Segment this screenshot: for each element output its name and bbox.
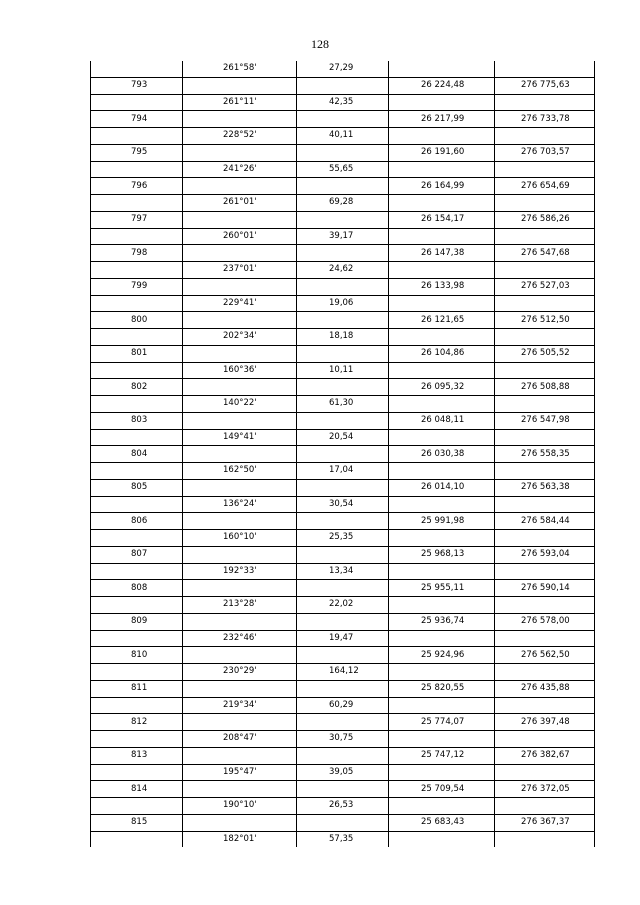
distance-cell: 20,54 — [297, 429, 389, 446]
x-coordinate-cell — [389, 94, 495, 111]
distance-cell — [297, 814, 389, 831]
distance-cell: 55,65 — [297, 161, 389, 178]
y-coordinate-cell: 276 547,98 — [495, 412, 595, 429]
distance-cell: 30,75 — [297, 731, 389, 748]
point-row — [91, 513, 595, 530]
point-row — [91, 412, 595, 429]
distance-cell: 27,29 — [297, 61, 389, 77]
bearing-cell — [183, 111, 297, 128]
x-coordinate-cell: 26 133,98 — [389, 278, 495, 295]
point-number-cell — [91, 496, 183, 513]
y-coordinate-cell — [495, 630, 595, 647]
x-coordinate-cell: 25 709,54 — [389, 781, 495, 798]
point-number-cell: 815 — [91, 814, 183, 831]
x-coordinate-cell — [389, 396, 495, 413]
x-coordinate-cell — [389, 697, 495, 714]
y-coordinate-cell: 276 703,57 — [495, 144, 595, 161]
point-number-cell — [91, 831, 183, 847]
distance-cell: 10,11 — [297, 362, 389, 379]
distance-cell: 30,54 — [297, 496, 389, 513]
bearing-cell — [183, 446, 297, 463]
segment-row — [91, 563, 595, 580]
point-number-cell: 799 — [91, 278, 183, 295]
bearing-cell: 232°46' — [183, 630, 297, 647]
x-coordinate-cell: 25 991,98 — [389, 513, 495, 530]
y-coordinate-cell — [495, 463, 595, 480]
bearing-cell — [183, 345, 297, 362]
x-coordinate-cell: 26 217,99 — [389, 111, 495, 128]
point-row — [91, 814, 595, 831]
point-number-cell: 801 — [91, 345, 183, 362]
distance-cell — [297, 345, 389, 362]
point-row — [91, 647, 595, 664]
bearing-cell: 230°29' — [183, 664, 297, 681]
distance-cell: 24,62 — [297, 262, 389, 279]
point-number-cell: 806 — [91, 513, 183, 530]
y-coordinate-cell — [495, 195, 595, 212]
y-coordinate-cell: 276 435,88 — [495, 680, 595, 697]
segment-row — [91, 496, 595, 513]
distance-cell — [297, 479, 389, 496]
bearing-cell: 140°22' — [183, 396, 297, 413]
distance-cell — [297, 613, 389, 630]
y-coordinate-cell: 276 505,52 — [495, 345, 595, 362]
bearing-cell: 192°33' — [183, 563, 297, 580]
y-coordinate-cell — [495, 262, 595, 279]
point-row — [91, 546, 595, 563]
point-number-cell — [91, 530, 183, 547]
x-coordinate-cell: 26 121,65 — [389, 312, 495, 329]
distance-cell: 17,04 — [297, 463, 389, 480]
y-coordinate-cell: 276 584,44 — [495, 513, 595, 530]
bearing-cell — [183, 814, 297, 831]
bearing-cell — [183, 747, 297, 764]
y-coordinate-cell: 276 586,26 — [495, 211, 595, 228]
x-coordinate-cell — [389, 630, 495, 647]
bearing-cell: 261°11' — [183, 94, 297, 111]
y-coordinate-cell: 276 372,05 — [495, 781, 595, 798]
distance-cell: 42,35 — [297, 94, 389, 111]
point-row — [91, 613, 595, 630]
point-number-cell — [91, 329, 183, 346]
distance-cell: 18,18 — [297, 329, 389, 346]
x-coordinate-cell: 26 095,32 — [389, 379, 495, 396]
bearing-cell: 202°34' — [183, 329, 297, 346]
distance-cell: 61,30 — [297, 396, 389, 413]
y-coordinate-cell: 276 512,50 — [495, 312, 595, 329]
y-coordinate-cell — [495, 295, 595, 312]
distance-cell: 19,47 — [297, 630, 389, 647]
point-number-cell — [91, 664, 183, 681]
y-coordinate-cell — [495, 329, 595, 346]
distance-cell — [297, 513, 389, 530]
y-coordinate-cell — [495, 798, 595, 815]
segment-row — [91, 228, 595, 245]
y-coordinate-cell: 276 508,88 — [495, 379, 595, 396]
x-coordinate-cell — [389, 764, 495, 781]
y-coordinate-cell — [495, 530, 595, 547]
distance-cell: 25,35 — [297, 530, 389, 547]
point-number-cell — [91, 295, 183, 312]
point-number-cell: 808 — [91, 580, 183, 597]
distance-cell: 26,53 — [297, 798, 389, 815]
distance-cell: 39,17 — [297, 228, 389, 245]
point-number-cell — [91, 128, 183, 145]
x-coordinate-cell: 26 104,86 — [389, 345, 495, 362]
point-row — [91, 580, 595, 597]
y-coordinate-cell — [495, 831, 595, 847]
x-coordinate-cell: 26 164,99 — [389, 178, 495, 195]
x-coordinate-cell: 25 820,55 — [389, 680, 495, 697]
bearing-cell — [183, 714, 297, 731]
y-coordinate-cell: 276 593,04 — [495, 546, 595, 563]
point-row — [91, 278, 595, 295]
y-coordinate-cell — [495, 697, 595, 714]
point-row — [91, 479, 595, 496]
distance-cell: 60,29 — [297, 697, 389, 714]
point-number-cell: 805 — [91, 479, 183, 496]
x-coordinate-cell: 26 191,60 — [389, 144, 495, 161]
segment-row — [91, 463, 595, 480]
segment-row — [91, 530, 595, 547]
y-coordinate-cell — [495, 664, 595, 681]
y-coordinate-cell — [495, 597, 595, 614]
bearing-cell — [183, 379, 297, 396]
point-row — [91, 178, 595, 195]
bearing-cell: 228°52' — [183, 128, 297, 145]
segment-row — [91, 429, 595, 446]
point-row — [91, 379, 595, 396]
point-number-cell: 812 — [91, 714, 183, 731]
point-number-cell: 811 — [91, 680, 183, 697]
bearing-cell: 162°50' — [183, 463, 297, 480]
x-coordinate-cell — [389, 664, 495, 681]
point-number-cell — [91, 764, 183, 781]
y-coordinate-cell: 276 775,63 — [495, 77, 595, 94]
distance-cell — [297, 412, 389, 429]
x-coordinate-cell: 25 955,11 — [389, 580, 495, 597]
y-coordinate-cell — [495, 161, 595, 178]
point-row — [91, 312, 595, 329]
distance-cell — [297, 446, 389, 463]
y-coordinate-cell: 276 367,37 — [495, 814, 595, 831]
x-coordinate-cell — [389, 228, 495, 245]
bearing-cell — [183, 546, 297, 563]
x-coordinate-cell — [389, 463, 495, 480]
point-number-cell — [91, 563, 183, 580]
y-coordinate-cell: 276 382,67 — [495, 747, 595, 764]
y-coordinate-cell: 276 527,03 — [495, 278, 595, 295]
segment-row — [91, 362, 595, 379]
distance-cell — [297, 379, 389, 396]
bearing-cell — [183, 412, 297, 429]
bearing-cell — [183, 245, 297, 262]
distance-cell — [297, 245, 389, 262]
point-number-cell — [91, 597, 183, 614]
x-coordinate-cell: 25 924,96 — [389, 647, 495, 664]
distance-cell — [297, 278, 389, 295]
y-coordinate-cell: 276 590,14 — [495, 580, 595, 597]
point-number-cell: 807 — [91, 546, 183, 563]
point-row — [91, 77, 595, 94]
x-coordinate-cell — [389, 61, 495, 77]
y-coordinate-cell — [495, 731, 595, 748]
distance-cell: 22,02 — [297, 597, 389, 614]
x-coordinate-cell — [389, 429, 495, 446]
bearing-cell: 261°58' — [183, 61, 297, 77]
point-number-cell — [91, 429, 183, 446]
bearing-cell — [183, 178, 297, 195]
point-row — [91, 747, 595, 764]
bearing-cell — [183, 278, 297, 295]
x-coordinate-cell — [389, 731, 495, 748]
bearing-cell — [183, 513, 297, 530]
y-coordinate-cell — [495, 429, 595, 446]
segment-row — [91, 597, 595, 614]
distance-cell: 57,35 — [297, 831, 389, 847]
x-coordinate-cell — [389, 798, 495, 815]
point-number-cell — [91, 61, 183, 77]
point-number-cell: 804 — [91, 446, 183, 463]
segment-row — [91, 764, 595, 781]
y-coordinate-cell — [495, 396, 595, 413]
point-number-cell: 803 — [91, 412, 183, 429]
point-row — [91, 245, 595, 262]
x-coordinate-cell: 26 154,17 — [389, 211, 495, 228]
point-number-cell — [91, 362, 183, 379]
segment-row — [91, 262, 595, 279]
y-coordinate-cell — [495, 563, 595, 580]
bearing-cell — [183, 647, 297, 664]
bearing-cell: 182°01' — [183, 831, 297, 847]
distance-cell: 13,34 — [297, 563, 389, 580]
x-coordinate-cell — [389, 128, 495, 145]
point-number-cell: 802 — [91, 379, 183, 396]
point-number-cell: 796 — [91, 178, 183, 195]
x-coordinate-cell: 25 683,43 — [389, 814, 495, 831]
distance-cell: 19,06 — [297, 295, 389, 312]
segment-row — [91, 94, 595, 111]
y-coordinate-cell: 276 562,50 — [495, 647, 595, 664]
segment-row — [91, 664, 595, 681]
distance-cell: 69,28 — [297, 195, 389, 212]
y-coordinate-cell — [495, 128, 595, 145]
point-row — [91, 144, 595, 161]
segment-row — [91, 61, 595, 77]
distance-cell — [297, 714, 389, 731]
distance-cell — [297, 312, 389, 329]
point-number-cell: 813 — [91, 747, 183, 764]
x-coordinate-cell: 25 968,13 — [389, 546, 495, 563]
segment-row — [91, 128, 595, 145]
point-row — [91, 714, 595, 731]
bearing-cell: 219°34' — [183, 697, 297, 714]
bearing-cell — [183, 211, 297, 228]
point-number-cell: 800 — [91, 312, 183, 329]
y-coordinate-cell: 276 578,00 — [495, 613, 595, 630]
segment-row — [91, 831, 595, 847]
bearing-cell: 195°47' — [183, 764, 297, 781]
segment-row — [91, 731, 595, 748]
x-coordinate-cell — [389, 362, 495, 379]
coordinates-table-body — [91, 61, 595, 847]
point-number-cell — [91, 195, 183, 212]
bearing-cell: 160°36' — [183, 362, 297, 379]
y-coordinate-cell — [495, 764, 595, 781]
point-number-cell: 810 — [91, 647, 183, 664]
bearing-cell — [183, 680, 297, 697]
point-row — [91, 345, 595, 362]
bearing-cell — [183, 312, 297, 329]
distance-cell — [297, 77, 389, 94]
bearing-cell: 136°24' — [183, 496, 297, 513]
bearing-cell: 213°28' — [183, 597, 297, 614]
bearing-cell — [183, 77, 297, 94]
point-number-cell — [91, 396, 183, 413]
bearing-cell: 229°41' — [183, 295, 297, 312]
bearing-cell: 261°01' — [183, 195, 297, 212]
point-number-cell — [91, 798, 183, 815]
bearing-cell: 160°10' — [183, 530, 297, 547]
y-coordinate-cell: 276 558,35 — [495, 446, 595, 463]
bearing-cell — [183, 144, 297, 161]
segment-row — [91, 630, 595, 647]
y-coordinate-cell — [495, 362, 595, 379]
distance-cell: 39,05 — [297, 764, 389, 781]
segment-row — [91, 396, 595, 413]
x-coordinate-cell — [389, 831, 495, 847]
segment-row — [91, 697, 595, 714]
distance-cell — [297, 144, 389, 161]
bearing-cell — [183, 580, 297, 597]
point-number-cell — [91, 228, 183, 245]
y-coordinate-cell: 276 563,38 — [495, 479, 595, 496]
bearing-cell — [183, 781, 297, 798]
x-coordinate-cell: 26 048,11 — [389, 412, 495, 429]
point-number-cell — [91, 731, 183, 748]
distance-cell — [297, 211, 389, 228]
point-row — [91, 211, 595, 228]
distance-cell — [297, 580, 389, 597]
y-coordinate-cell: 276 397,48 — [495, 714, 595, 731]
x-coordinate-cell: 25 936,74 — [389, 613, 495, 630]
point-number-cell — [91, 262, 183, 279]
y-coordinate-cell: 276 547,68 — [495, 245, 595, 262]
bearing-cell: 241°26' — [183, 161, 297, 178]
distance-cell — [297, 178, 389, 195]
point-row — [91, 111, 595, 128]
segment-row — [91, 798, 595, 815]
x-coordinate-cell — [389, 563, 495, 580]
segment-row — [91, 295, 595, 312]
x-coordinate-cell: 25 747,12 — [389, 747, 495, 764]
point-row — [91, 446, 595, 463]
segment-row — [91, 329, 595, 346]
x-coordinate-cell — [389, 329, 495, 346]
point-number-cell — [91, 697, 183, 714]
bearing-cell: 208°47' — [183, 731, 297, 748]
x-coordinate-cell: 26 147,38 — [389, 245, 495, 262]
x-coordinate-cell — [389, 496, 495, 513]
distance-cell — [297, 747, 389, 764]
y-coordinate-cell — [495, 94, 595, 111]
bearing-cell — [183, 479, 297, 496]
bearing-cell: 190°10' — [183, 798, 297, 815]
point-number-cell — [91, 161, 183, 178]
x-coordinate-cell: 26 224,48 — [389, 77, 495, 94]
point-number-cell — [91, 463, 183, 480]
distance-cell — [297, 111, 389, 128]
point-row — [91, 680, 595, 697]
x-coordinate-cell — [389, 597, 495, 614]
y-coordinate-cell: 276 654,69 — [495, 178, 595, 195]
point-number-cell: 793 — [91, 77, 183, 94]
bearing-cell: 260°01' — [183, 228, 297, 245]
y-coordinate-cell: 276 733,78 — [495, 111, 595, 128]
x-coordinate-cell — [389, 161, 495, 178]
coordinates-table — [90, 61, 595, 847]
x-coordinate-cell — [389, 195, 495, 212]
segment-row — [91, 161, 595, 178]
point-number-cell: 797 — [91, 211, 183, 228]
distance-cell — [297, 647, 389, 664]
segment-row — [91, 195, 595, 212]
page-number: 128 — [311, 37, 329, 51]
bearing-cell: 149°41' — [183, 429, 297, 446]
y-coordinate-cell — [495, 228, 595, 245]
x-coordinate-cell — [389, 530, 495, 547]
y-coordinate-cell — [495, 61, 595, 77]
x-coordinate-cell: 26 030,38 — [389, 446, 495, 463]
bearing-cell — [183, 613, 297, 630]
point-number-cell: 814 — [91, 781, 183, 798]
distance-cell — [297, 680, 389, 697]
point-number-cell: 795 — [91, 144, 183, 161]
point-number-cell — [91, 94, 183, 111]
x-coordinate-cell — [389, 295, 495, 312]
point-number-cell: 794 — [91, 111, 183, 128]
point-number-cell — [91, 630, 183, 647]
distance-cell — [297, 546, 389, 563]
distance-cell — [297, 781, 389, 798]
distance-cell: 40,11 — [297, 128, 389, 145]
x-coordinate-cell — [389, 262, 495, 279]
x-coordinate-cell: 25 774,07 — [389, 714, 495, 731]
y-coordinate-cell — [495, 496, 595, 513]
point-number-cell: 798 — [91, 245, 183, 262]
distance-cell: 164,12 — [297, 664, 389, 681]
bearing-cell: 237°01' — [183, 262, 297, 279]
x-coordinate-cell: 26 014,10 — [389, 479, 495, 496]
point-row — [91, 781, 595, 798]
point-number-cell: 809 — [91, 613, 183, 630]
